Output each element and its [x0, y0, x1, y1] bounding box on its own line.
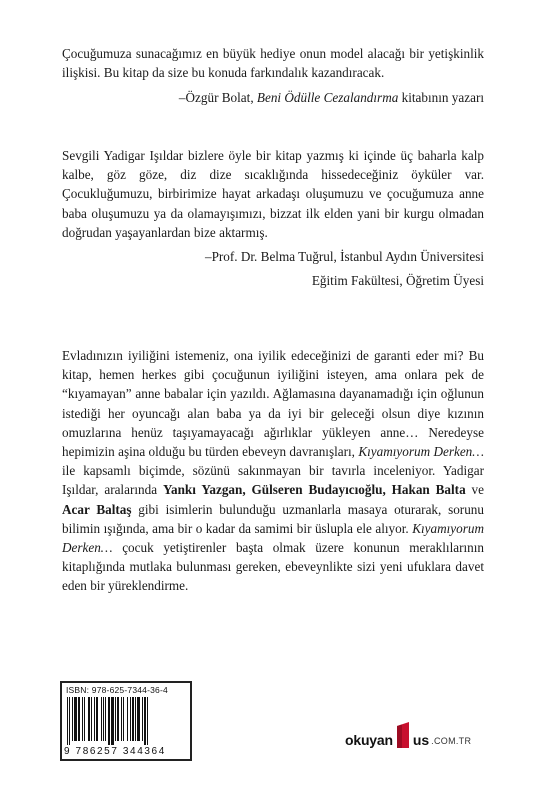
blurb-text: çocuk yetiştirenler başta olmak üzere konunun meraklılarının kitaplığında mutlaka bulunması gereken, ebeveynlikte sizi yeni ufuklara davet eden bir yüreklendirme.	[62, 540, 484, 594]
barcode-bar	[103, 697, 104, 741]
isbn-barcode-box	[60, 681, 192, 761]
barcode-bar	[137, 697, 140, 741]
barcode-bar	[84, 697, 85, 741]
barcode-bar	[96, 697, 98, 741]
blurb-expert-names: Yankı Yazgan, Gülseren Budayıcıoğlu, Hakan Balta	[162, 482, 466, 498]
barcode-bar	[67, 697, 68, 745]
quote-text: Çocuğumuza sunacağımız en büyük hediye onun model alacağı bir yetişkinlik ilişkisi. Bu kitap da size bu konuda farkındalık kazandıracak.	[62, 46, 484, 81]
barcode-bar	[74, 697, 77, 741]
book-blurb	[62, 346, 484, 596]
barcode-bar	[72, 697, 73, 741]
barcode-bar	[78, 697, 80, 741]
barcode-bar	[94, 697, 95, 741]
blurb-book-title: Kıyamıyorum Derken…	[358, 444, 484, 460]
isbn-digits: 9 786257 344364	[64, 746, 166, 757]
blurb-paragraph	[62, 346, 484, 596]
blurb-expert-name: Acar Baltaş	[62, 501, 132, 517]
barcode-bar	[144, 697, 146, 745]
barcode-bar	[121, 697, 122, 741]
barcode-bar	[91, 697, 92, 741]
barcode-bar	[147, 697, 148, 745]
barcode-bar	[115, 697, 116, 741]
barcode-bar	[108, 697, 110, 745]
barcode-bar	[111, 697, 114, 745]
barcode-bar	[132, 697, 134, 741]
barcode-bar	[105, 697, 106, 741]
blurb-text: gibi isimlerin bulunduğu uzmanlarla masaya oturarak, sorunu bilimin ışığında, ama bir o kadar da samimi bir üslupla ele alıyor.	[62, 501, 484, 536]
blurb-text: Evladınızın iyiliğini istemeniz, ona iyilik edeceğinizi de garanti eder mi? Bu kitap, hemen herkes gibi çocuğunun iyiliğini isteyen, ama onlara pek de “kıyamayan” anne babalar için yazıldı. Ağlamasına dayanamadığı için oğlunun istediği her oyuncağı alan baba ya da iyi bir geleceği olsun diye kızının omuzlarına henüz taşıyamayacağı ağırlıklar yükleyen anne… Neredeyse hepimizin aşina olduğu bu türden ebeveyn davranışları,	[62, 348, 484, 460]
barcode-bar	[127, 697, 128, 741]
quote-bolat	[62, 44, 484, 108]
barcode-bar	[69, 697, 70, 745]
quote-attribution-line2: Eğitim Fakültesi, Öğretim Üyesi	[311, 273, 484, 289]
barcode-bar	[82, 697, 83, 741]
barcode-bar	[123, 697, 124, 741]
barcode-bar	[101, 697, 102, 741]
publisher-logo	[345, 722, 471, 748]
quote-attribution-line1: –Prof. Dr. Belma Tuğrul, İstanbul Aydın Üniversitesi	[204, 249, 484, 265]
barcode-bar	[88, 697, 90, 741]
barcode-bar	[130, 697, 131, 741]
barcode-bar	[142, 697, 143, 741]
attribution-book-title: Beni Ödülle Cezalandırma	[256, 90, 399, 106]
book-mark-icon	[394, 722, 412, 748]
barcode-bar	[117, 697, 119, 741]
attribution-suffix: kitabının yazarı	[398, 90, 484, 106]
quote-attribution	[62, 88, 484, 107]
barcode-bar	[135, 697, 136, 741]
quote-tugrul	[62, 146, 484, 290]
publisher-domain: .COM.TR	[431, 736, 472, 746]
publisher-name-main: okuyan	[345, 732, 393, 748]
blurb-text: ve	[465, 482, 484, 498]
publisher-name-tail: us	[412, 732, 430, 748]
isbn-label: ISBN: 978-625-7344-36-4	[66, 685, 168, 695]
blurb-book-title: Kıyamıyorum Derken…	[62, 520, 484, 556]
quote-text: Sevgili Yadigar Işıldar bizlere öyle bir kitap yazmış ki içinde üç baharla kalp kalbe, göz göze, diz dize sıcaklığında hissedeceğiniz öyküler var. Çocukluğumuzu, birbirimize hayat arkadaşı oluşumuzu ve çocuğumuza anne baba oluşumuzu ya da olamayışımızı, bizzat ilk elden yani bir kurgu olmadan doğrudan yaşayanlardan bize aktarmış.	[62, 148, 484, 240]
blurb-text: ile kapsamlı biçimde, sözünü sakınmayan bir tavırla inceleniyor. Yadigar Işıldar, aralarında	[62, 463, 484, 498]
attribution-author: –Özgür Bolat,	[178, 90, 257, 106]
barcode-image	[66, 697, 188, 745]
